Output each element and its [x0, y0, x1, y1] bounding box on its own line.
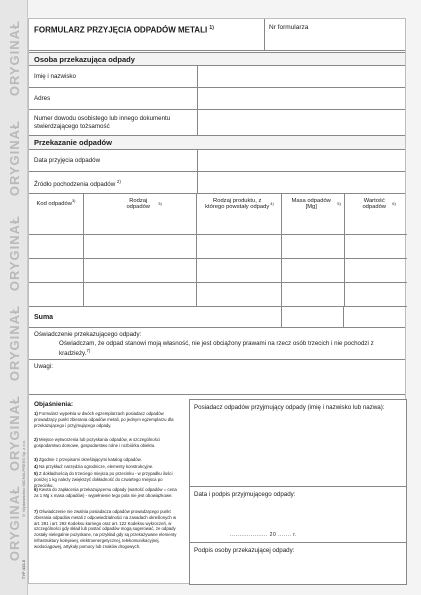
- suma-mass-cell[interactable]: [281, 307, 344, 327]
- form-number-label: Nr formularza: [269, 24, 309, 31]
- explanation-item: [34, 509, 179, 550]
- suma-row: [29, 306, 405, 328]
- explanation-text: Miejsce wytworzenia lub pozyskania odpadów, w szczególności gospodarstwo domowe, gospodarstwo rolne i rozbiórka obiektu.: [34, 437, 160, 448]
- suma-label: Suma: [34, 314, 54, 321]
- holder-box[interactable]: [189, 399, 407, 487]
- explanation-item: [34, 471, 179, 488]
- field-name[interactable]: [197, 66, 405, 87]
- section-giver-title: Osoba przekazująca odpady: [34, 55, 135, 64]
- receiver-signature-label: Data i podpis przyjmującego odpady:: [194, 491, 296, 498]
- col-header-mass-text: Masa odpadów [Mg]: [291, 198, 331, 210]
- form-number-box[interactable]: [264, 19, 407, 51]
- declaration-note: 7): [86, 348, 91, 354]
- col-header-code: [29, 194, 84, 234]
- form-title: [34, 25, 214, 35]
- section-transfer-title: Przekazanie odpadów: [34, 138, 112, 147]
- declaration-text: [59, 340, 399, 359]
- explanations-title: Objaśnienia:: [34, 401, 74, 408]
- explanation-text: Zgodnie z przepisami określającymi katalog odpadów.: [39, 457, 142, 462]
- field-date[interactable]: [197, 150, 405, 171]
- stamp-oryginal-6: ORYGINAŁ: [7, 485, 22, 562]
- waste-table: [29, 194, 407, 306]
- col-header-value-text: Wartość odpadów: [362, 198, 386, 210]
- section-transfer-header: [29, 136, 405, 150]
- label-source: [34, 179, 121, 188]
- row-address: [29, 88, 405, 110]
- remarks-label: Uwagi:: [34, 363, 53, 370]
- declaration-body: Oświadczam, że odpad stanowi moją własność, nie jest obciążony prawami na rzecz osób trzecich i nie pochodzi z kradzieży.: [59, 340, 374, 358]
- col-divider-2: [196, 234, 197, 306]
- explanation-number: 6): [34, 487, 38, 492]
- publisher-line: © Wydawnictwo MiCHALPRESS Sp. z o.o.: [21, 440, 26, 519]
- field-source[interactable]: [197, 172, 405, 193]
- remarks-row[interactable]: [29, 360, 405, 395]
- explanation-text: Formularz wypełnia w dwóch egzemplarzach posiadacz odpadów prowadzący punkt zbierania odpadów metali, po jednym egzemplarzu dla przekazującego i przyjmującego odpady.: [34, 411, 174, 428]
- explanation-text: Kwota do zapłacenia przekazującemu odpady (wartość odpadów = cena za 1 Mg x masa odpadów) - wypełnienie tego pola nie jest obowiązkowe.: [34, 487, 177, 498]
- col-header-product-text: Rodzaj produktu, z którego powstały odpady: [205, 198, 270, 210]
- col-divider-4: [344, 234, 345, 306]
- holder-label: Posiadacz odpadów przyjmujący odpady (imię i nazwisko lub nazwa):: [194, 404, 385, 411]
- explanation-text: Z dokładnością do trzeciego miejsca po przecinku - w przypadku ilości poniżej 1 kg należy zwiększyć dokładność do czwartego miejsca po przecinku.: [34, 471, 173, 488]
- stamp-oryginal-3: ORYGINAŁ: [7, 215, 22, 292]
- col-header-code-text: Kod odpadów: [36, 200, 72, 207]
- explanation-item: [34, 411, 179, 428]
- declaration-title: Oświadczenie przekazującego odpady:: [34, 331, 142, 338]
- col-header-type-note: 3): [158, 201, 162, 207]
- left-margin: [0, 0, 28, 595]
- col-header-type: [84, 194, 197, 234]
- col-header-type-text: Rodzaj odpadów: [126, 198, 150, 210]
- col-header-mass: [282, 194, 345, 234]
- explanation-item: [34, 437, 179, 449]
- col-header-mass-note: 5): [337, 201, 341, 207]
- field-id-document[interactable]: [197, 110, 405, 135]
- col-header-product-note: 4): [270, 201, 274, 207]
- explanation-text: Na przykład: narzędzia ogrodnicze, elementy konstrukcyjne.: [39, 464, 154, 469]
- giver-signature-label: Podpis osoby przekazującej odpady:: [194, 547, 295, 554]
- col-header-value-note: 6): [392, 201, 396, 207]
- label-id-document: Numer dowodu osobistego lub innego dokumentu stwierdzającego tożsamość: [34, 115, 171, 131]
- stamp-oryginal-4: ORYGINAŁ: [7, 305, 22, 382]
- explanation-number: 1): [34, 411, 38, 416]
- field-address[interactable]: [197, 88, 405, 109]
- stamp-oryginal-2: ORYGINAŁ: [7, 120, 22, 197]
- label-source-text: Źródło pochodzenia odpadów: [34, 181, 116, 189]
- col-header-code-note: 3): [71, 198, 76, 203]
- giver-signature-box[interactable]: [189, 543, 407, 585]
- section-giver-header: [29, 52, 405, 66]
- row-id-document: [29, 110, 405, 136]
- table-row-line-1: [29, 258, 407, 259]
- row-name: [29, 66, 405, 88]
- explanation-text: Oświadczenie nie zwalnia posiadacza odpadów prowadzącego punkt zbierania odpadów metali z odpowiedzialności na zasadach określonych w art. 291 i art. 292 Kodeksu karnego oraz art. 122 Kodeksu wykroczeń, w szczególności gdy skład lub postać odpadów mogą sugerować, że odpady zostały nielegalnie pozyskane, na przykład gdy są przekazywane elementy infrastruktury kolejowej, elektroenergetycznej, telekomunikacyjnej, wodociągowej, artykuły pomocy lub znaków drogowych.: [34, 509, 177, 549]
- explanation-item: [34, 487, 179, 499]
- explanation-number: 7): [34, 509, 38, 514]
- suma-value-cell[interactable]: [344, 307, 405, 327]
- explanation-number: 3): [34, 457, 38, 462]
- col-divider-1: [83, 234, 84, 306]
- row-date: [29, 150, 405, 172]
- label-address: Adres: [34, 95, 51, 102]
- label-name: Imię i nazwisko: [34, 73, 76, 80]
- label-date: Data przyjęcia odpadów: [34, 157, 101, 164]
- col-header-value: [345, 194, 407, 234]
- table-row-line-2: [29, 282, 407, 283]
- receiver-signature-box[interactable]: [189, 487, 407, 543]
- label-source-note: 2): [116, 179, 121, 184]
- row-source: [29, 172, 405, 194]
- date-line: .................... 20 ....... r.: [230, 532, 298, 538]
- explanation-number: 5): [34, 471, 38, 476]
- form-title-note: 1): [209, 25, 214, 31]
- form-title-text: FORMULARZ PRZYJĘCIA ODPADÓW METALI: [34, 25, 208, 35]
- stamp-oryginal-5: ORYGINAŁ: [7, 395, 22, 472]
- title-row: [29, 19, 405, 51]
- explanation-item: [34, 457, 179, 463]
- form-code: TYP 433-5: [21, 560, 26, 580]
- declaration-row: [29, 328, 405, 360]
- table-body[interactable]: [29, 234, 407, 306]
- explanation-number: 2): [34, 437, 38, 442]
- explanation-item: [34, 464, 179, 470]
- form-page: [28, 18, 406, 584]
- explanation-number: 4): [34, 464, 38, 469]
- col-header-product: [197, 194, 282, 234]
- stamp-oryginal-1: ORYGINAŁ: [7, 20, 22, 97]
- col-divider-3: [281, 234, 282, 306]
